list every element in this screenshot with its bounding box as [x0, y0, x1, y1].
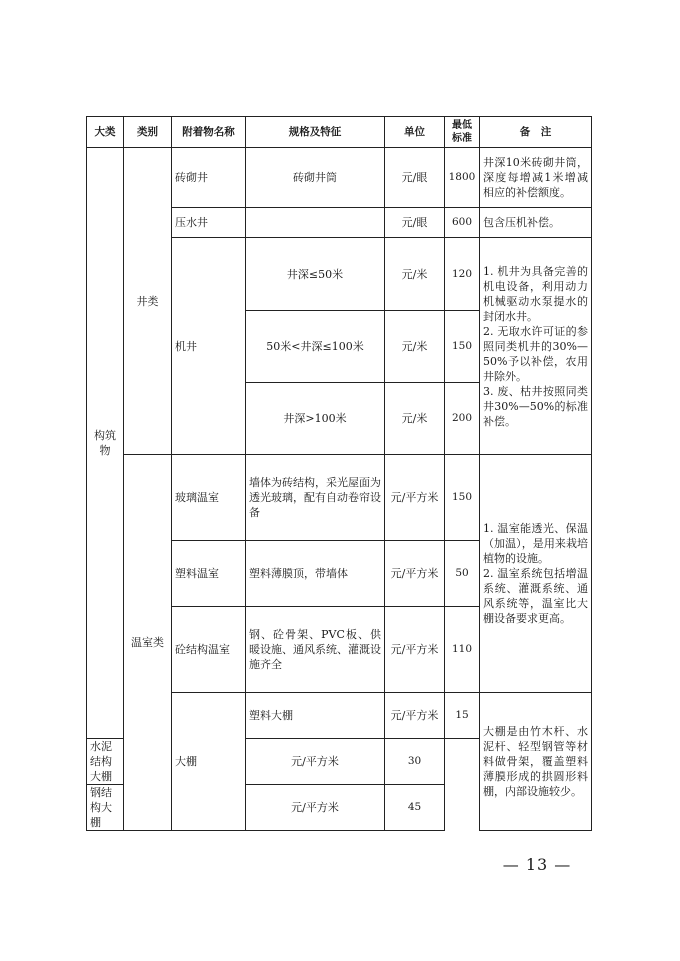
- spec-concrete-greenhouse: 钢、砼骨架、PVC板、供暖设施、通风系统、灌溉设施齐全: [246, 607, 385, 693]
- spec-shed-2: 水泥结构大棚: [87, 739, 124, 785]
- header-spec: 规格及特征: [246, 117, 385, 148]
- unit-brick-well: 元/眼: [385, 148, 445, 208]
- spec-machine-well-2: 50米<井深≤100米: [246, 311, 385, 383]
- note-brick-well: 井深10米砖砌井筒，深度每增减1米增减相应的补偿额度。: [480, 148, 592, 208]
- standard-pump-well: 600: [445, 208, 480, 238]
- note-pump-well: 包含压机补偿。: [480, 208, 592, 238]
- standard-shed-3: 45: [385, 785, 445, 831]
- header-standard: [445, 117, 480, 148]
- spec-shed-1: 塑料大棚: [246, 693, 385, 739]
- spec-pump-well: [246, 208, 385, 238]
- spec-machine-well-1: 井深≤50米: [246, 238, 385, 311]
- table-row: [87, 148, 592, 208]
- unit-glass-greenhouse: 元/平方米: [385, 455, 445, 541]
- unit-pump-well: 元/眼: [385, 208, 445, 238]
- header-standard-bottom: 标准: [452, 133, 472, 144]
- standard-concrete-greenhouse: 110: [445, 607, 480, 693]
- group-greenhouse-cell: 温室类: [124, 455, 172, 831]
- standard-brick-well: 1800: [445, 148, 480, 208]
- standard-machine-well-2: 150: [445, 311, 480, 383]
- unit-plastic-greenhouse: 元/平方米: [385, 541, 445, 607]
- unit-shed-3: 元/平方米: [246, 785, 385, 831]
- header-note: 备 注: [480, 117, 592, 148]
- header-item: 附着物名称: [172, 117, 246, 148]
- standard-shed-1: 15: [445, 693, 480, 739]
- note-greenhouse-1: 1. 温室能透光、保温（加温），是用来栽培植物的设施。: [483, 522, 588, 565]
- unit-shed-1: 元/平方米: [385, 693, 445, 739]
- item-plastic-greenhouse: 塑料温室: [172, 541, 246, 607]
- category-cell: 构筑物: [87, 148, 124, 739]
- spec-plastic-greenhouse: 塑料薄膜顶，带墙体: [246, 541, 385, 607]
- spec-glass-greenhouse: 墙体为砖结构，采光屋面为透光玻璃，配有自动卷帘设备: [246, 455, 385, 541]
- header-unit: 单位: [385, 117, 445, 148]
- header-category: 大类: [87, 117, 124, 148]
- spec-machine-well-3: 井深>100米: [246, 383, 385, 455]
- unit-machine-well-3: 元/米: [385, 383, 445, 455]
- standard-glass-greenhouse: 150: [445, 455, 480, 541]
- note-machine-well: [480, 238, 592, 455]
- item-shed: 大棚: [172, 693, 246, 831]
- item-pump-well: 压水井: [172, 208, 246, 238]
- standard-machine-well-3: 200: [445, 383, 480, 455]
- header-standard-top: 最低: [452, 120, 472, 131]
- unit-machine-well-2: 元/米: [385, 311, 445, 383]
- item-brick-well: 砖砌井: [172, 148, 246, 208]
- item-concrete-greenhouse: 砼结构温室: [172, 607, 246, 693]
- unit-shed-2: 元/平方米: [246, 739, 385, 785]
- page-number: — 13 —: [502, 855, 572, 874]
- note-machine-well-3: 3. 废、枯井按照同类井30%—50%的标准补偿。: [483, 384, 588, 428]
- item-machine-well: 机井: [172, 238, 246, 455]
- table-row: [87, 455, 592, 541]
- note-machine-well-1: 1. 机井为具备完善的机电设备，利用动力机械驱动水泵提水的封闭水井。: [483, 264, 588, 323]
- item-glass-greenhouse: 玻璃温室: [172, 455, 246, 541]
- group-well-cell: 井类: [124, 148, 172, 455]
- spec-brick-well: 砖砌井筒: [246, 148, 385, 208]
- note-machine-well-2: 2. 无取水许可证的参照同类机井的30%—50%予以补偿，农用井除外。: [483, 324, 588, 383]
- compensation-table: [86, 116, 592, 831]
- unit-concrete-greenhouse: 元/平方米: [385, 607, 445, 693]
- header-type: 类别: [124, 117, 172, 148]
- spec-shed-3: 钢结构大棚: [87, 785, 124, 831]
- standard-plastic-greenhouse: 50: [445, 541, 480, 607]
- note-greenhouse: [480, 455, 592, 693]
- note-greenhouse-2: 2. 温室系统包括增温系统、灌溉系统、通风系统等，温室比大棚设备要求更高。: [483, 567, 588, 625]
- header-row: [87, 117, 592, 148]
- unit-machine-well-1: 元/米: [385, 238, 445, 311]
- standard-machine-well-1: 120: [445, 238, 480, 311]
- standard-shed-2: 30: [385, 739, 445, 785]
- note-shed: 大棚是由竹木杆、水泥杆、轻型钢管等材料做骨架，覆盖塑料薄膜形成的拱圆形料棚，内部设施较少。: [480, 693, 592, 831]
